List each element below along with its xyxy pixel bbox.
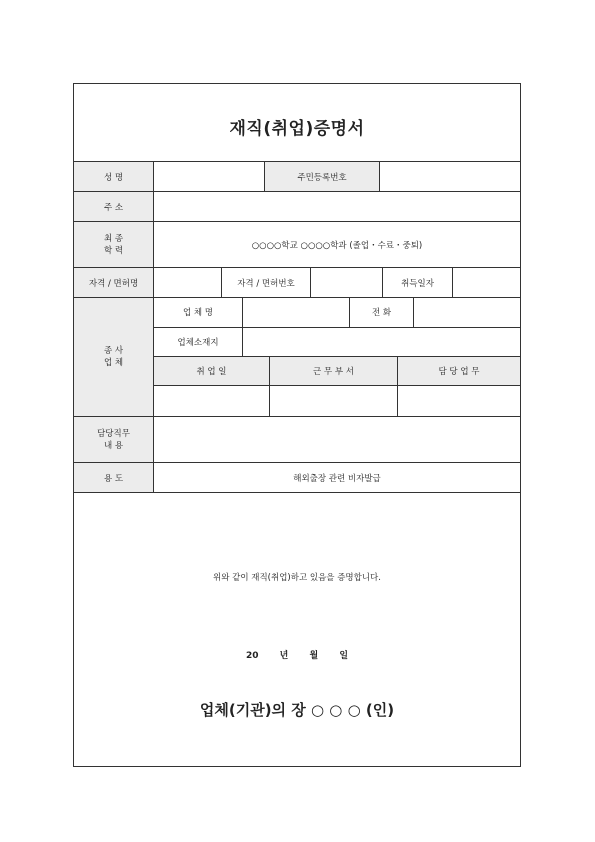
license-row (74, 268, 520, 298)
employment-header-row (154, 357, 520, 387)
department-field[interactable] (270, 386, 398, 416)
date-month: 월 (309, 651, 319, 661)
company-name-field[interactable] (243, 298, 350, 327)
company-location-field[interactable] (243, 328, 520, 356)
duty-description-label (74, 417, 154, 462)
signature-line: 업체(기관)의 장 ○ ○ ○ (인) (199, 701, 395, 719)
phone-label: 전 화 (350, 298, 414, 327)
department-header: 근 무 부 서 (270, 357, 398, 386)
location-row (154, 328, 520, 357)
employer-label-line1: 종 사 (103, 346, 124, 356)
phone-field[interactable] (414, 298, 520, 327)
hire-date-field[interactable] (154, 386, 270, 416)
acquired-date-field[interactable] (453, 268, 520, 297)
issue-date (74, 648, 520, 661)
employer-block (74, 298, 520, 417)
certificate-form (73, 83, 521, 767)
employment-value-row (154, 386, 520, 416)
education-label-line2: 학 력 (103, 245, 124, 256)
name-label: 성 명 (74, 162, 154, 191)
license-name-field[interactable] (154, 268, 222, 297)
address-field[interactable] (154, 192, 520, 221)
company-name-label: 업 체 명 (154, 298, 243, 327)
purpose-field[interactable]: 해외출장 관련 비자발급 (293, 473, 381, 484)
duty-description-row (74, 417, 520, 463)
acquired-date-label: 취득일자 (383, 268, 453, 297)
license-name-label: 자격 / 면허명 (74, 268, 154, 297)
address-row (74, 192, 520, 222)
date-day: 일 (339, 651, 349, 661)
rrn-field[interactable] (380, 162, 520, 191)
name-row (74, 162, 520, 192)
license-number-label: 자격 / 면허번호 (222, 268, 311, 297)
company-location-label: 업체소재지 (154, 328, 243, 356)
duty-header: 담 당 업 무 (398, 357, 520, 386)
date-year: 년 (279, 651, 289, 661)
hire-date-header: 취 업 일 (154, 357, 270, 386)
company-row (154, 298, 520, 328)
duty-description-field[interactable] (154, 417, 520, 462)
title-area (74, 84, 520, 162)
education-label (74, 222, 154, 267)
document-title: 재직(취업)증명서 (229, 119, 365, 139)
license-number-field[interactable] (311, 268, 383, 297)
address-label: 주 소 (74, 192, 154, 221)
employer-details (154, 298, 520, 416)
employer-label-line2: 업 체 (103, 358, 124, 368)
date-prefix: 20 (245, 651, 259, 661)
employer-label (74, 298, 154, 416)
name-field[interactable] (154, 162, 265, 191)
duty-field[interactable] (398, 386, 520, 416)
education-label-line1: 최 종 (103, 233, 124, 244)
purpose-row (74, 463, 520, 493)
education-field[interactable]: ○○○○학교 ○○○○학과 (졸업・수료・중퇴) (251, 240, 423, 251)
duty-description-label-line2: 내 용 (103, 440, 124, 451)
rrn-label: 주민등록번호 (265, 162, 380, 191)
purpose-label: 용 도 (74, 463, 154, 492)
duty-description-label-line1: 담당직무 (97, 428, 130, 439)
education-row (74, 222, 520, 268)
certification-area (74, 493, 520, 768)
certification-statement: 위와 같이 재직(취업)하고 있음을 증명합니다. (213, 573, 381, 583)
